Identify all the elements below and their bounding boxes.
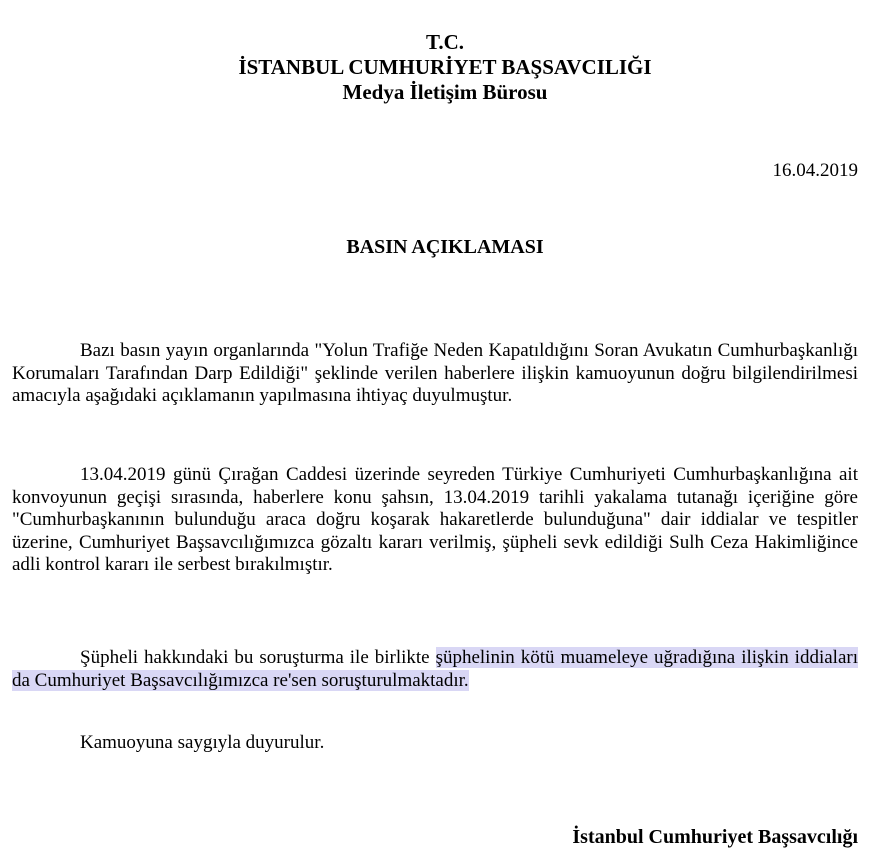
paragraph-3-text: Şüpheli hakkındaki bu soruşturma ile birlikte (80, 647, 436, 668)
paragraph-3 (12, 647, 858, 692)
paragraph-1: Bazı basın yayın organlarında "Yolun Trafiğe Neden Kapatıldığını Soran Avukatın Cumhurbaşkanlığı Korumaları Tarafından Darp Edildiği" şeklinde verilen haberlere ilişkin kamuoyunun doğru bilgilendirilmesi amacıyla aşağıdaki açıklamanın yapılmasına ihtiyaç duyulmuştur. (12, 340, 858, 406)
document-date: 16.04.2019 (772, 160, 858, 181)
header-institution: İSTANBUL CUMHURİYET BAŞSAVCILIĞI (238, 55, 652, 79)
paragraph-2: 13.04.2019 günü Çırağan Caddesi üzerinde seyreden Türkiye Cumhuriyeti Cumhurbaşkanlığına ait konvoyunun geçişi sırasında, haberlere konu şahsın, 13.04.2019 tarihli yakalama tutanağı içeriğine göre "Cumhurbaşkanının bulunduğu araca doğru koşarak hakaretlerde bulunduğuna" dair iddialar ve tespitler üzerine, Cumhuriyet Başsavcılığımızca gözaltı kararı verilmiş, şüpheli sevk edildiği Sulh Ceza Hakimliğince adli kontrol kararı ile serbest bırakılmıştır. (12, 464, 858, 575)
signature: İstanbul Cumhuriyet Başsavcılığı (572, 826, 858, 848)
closing-line: Kamuoyuna saygıyla duyurulur. (80, 732, 325, 753)
header-tc: T.C. (425, 30, 465, 54)
highlighted-text: şüphelinin kötü muameleye uğradığına ilişkin iddiaları da Cumhuriyet Başsavcılığımızca re'sen soruşturulmaktadır. (12, 647, 858, 691)
header-bureau: Medya İletişim Bürosu (342, 80, 548, 104)
document-title: BASIN AÇIKLAMASI (346, 236, 544, 258)
